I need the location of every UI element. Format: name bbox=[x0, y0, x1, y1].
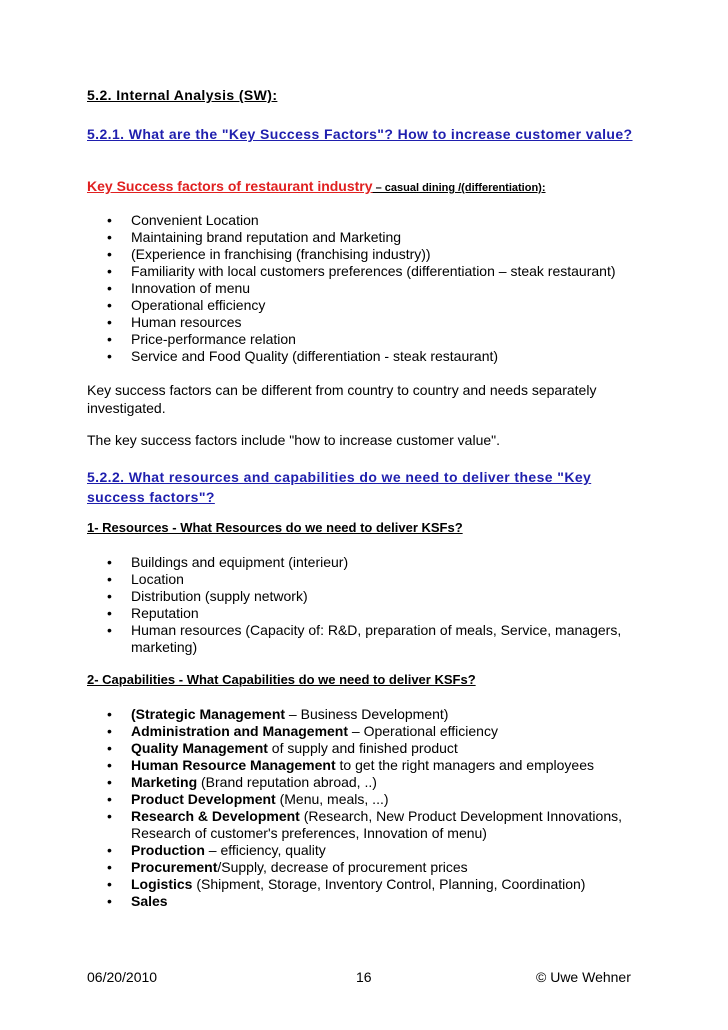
list-item bbox=[107, 622, 667, 656]
ksf-heading-red: Key Success factors of restaurant industry bbox=[87, 178, 373, 194]
list-item-text: Buildings and equipment (interieur) bbox=[131, 554, 349, 570]
bullet-icon: • bbox=[107, 893, 112, 909]
question-2-title: 5.2.2. What resources and capabilities do we need to deliver these "Key success factors"? bbox=[87, 469, 592, 505]
list-item-text: Service and Food Quality (differentiation - steak restaurant) bbox=[131, 348, 499, 364]
list-item bbox=[107, 842, 667, 859]
capability-detail: – Operational efficiency bbox=[348, 723, 498, 739]
capability-detail: (Shipment, Storage, Inventory Control, Planning, Coordination) bbox=[192, 876, 586, 892]
list-item-text: Location bbox=[131, 571, 184, 587]
bullet-icon: • bbox=[107, 263, 112, 279]
bullet-icon: • bbox=[107, 554, 112, 570]
bullet-icon: • bbox=[107, 706, 112, 722]
capability-detail: /Supply, decrease of procurement prices bbox=[217, 859, 468, 875]
list-item-text: Distribution (supply network) bbox=[131, 588, 308, 604]
bullet-icon: • bbox=[107, 791, 112, 807]
capability-name: Logistics bbox=[131, 876, 193, 892]
list-item bbox=[107, 212, 667, 229]
list-item bbox=[107, 314, 667, 331]
list-item-text: Innovation of menu bbox=[131, 280, 251, 296]
capability-name: Administration and Management bbox=[131, 723, 349, 739]
list-item-text: (Experience in franchising (franchising industry)) bbox=[131, 246, 431, 262]
bullet-icon: • bbox=[107, 605, 112, 621]
list-item bbox=[107, 263, 667, 280]
capability-name: (Strategic Management bbox=[131, 706, 286, 722]
list-item bbox=[107, 246, 667, 263]
bullet-icon: • bbox=[107, 314, 112, 330]
resources-list bbox=[107, 554, 667, 656]
list-item bbox=[107, 791, 667, 808]
footer-author: © Uwe Wehner bbox=[536, 969, 631, 985]
bullet-icon: • bbox=[107, 212, 112, 228]
capability-name: Research & Development bbox=[131, 808, 300, 824]
list-item-text: Human resources bbox=[131, 314, 242, 330]
capability-name: Human Resource Management bbox=[131, 757, 336, 773]
paragraph-customer-value: The key success factors include "how to increase customer value". bbox=[87, 432, 501, 448]
bullet-icon: • bbox=[107, 842, 112, 858]
capabilities-heading: 2- Capabilities - What Capabilities do we need to deliver KSFs? bbox=[87, 672, 476, 687]
list-item bbox=[107, 706, 667, 723]
capability-name: Quality Management bbox=[131, 740, 268, 756]
list-item bbox=[107, 605, 667, 622]
capability-detail: of supply and finished product bbox=[267, 740, 458, 756]
list-item bbox=[107, 331, 667, 348]
bullet-icon: • bbox=[107, 859, 112, 875]
list-item bbox=[107, 571, 667, 588]
bullet-icon: • bbox=[107, 774, 112, 790]
bullet-icon: • bbox=[107, 757, 112, 773]
section-title: 5.2. Internal Analysis (SW): bbox=[87, 87, 278, 103]
capability-name: Product Development bbox=[131, 791, 276, 807]
capability-name: Marketing bbox=[131, 774, 198, 790]
bullet-icon: • bbox=[107, 571, 112, 587]
list-item-text: Operational efficiency bbox=[131, 297, 266, 313]
capabilities-list bbox=[107, 706, 667, 910]
list-item-text: Familiarity with local customers preferences (differentiation – steak restaurant) bbox=[131, 263, 616, 279]
bullet-icon: • bbox=[107, 808, 112, 824]
bullet-icon: • bbox=[107, 622, 112, 638]
bullet-icon: • bbox=[107, 297, 112, 313]
list-item-text: Price-performance relation bbox=[131, 331, 296, 347]
list-item-text: Human resources (Capacity of: R&D, preparation of meals, Service, managers, marketing) bbox=[131, 622, 622, 655]
list-item-text: Reputation bbox=[131, 605, 199, 621]
bullet-icon: • bbox=[107, 246, 112, 262]
list-item bbox=[107, 280, 667, 297]
bullet-icon: • bbox=[107, 331, 112, 347]
list-item bbox=[107, 893, 667, 910]
capability-detail: to get the right managers and employees bbox=[335, 757, 594, 773]
bullet-icon: • bbox=[107, 280, 112, 296]
footer-date: 06/20/2010 bbox=[87, 969, 158, 985]
paragraph-ksf-country: Key success factors can be different from country to country and needs separately investigated. bbox=[87, 382, 597, 416]
list-item bbox=[107, 808, 667, 842]
bullet-icon: • bbox=[107, 723, 112, 739]
list-item bbox=[107, 348, 667, 365]
capability-name: Procurement bbox=[131, 859, 218, 875]
list-item bbox=[107, 876, 667, 893]
list-item bbox=[107, 757, 667, 774]
capability-detail: (Brand reputation abroad, ..) bbox=[197, 774, 377, 790]
capability-name: Production bbox=[131, 842, 205, 858]
ksf-heading bbox=[87, 178, 546, 196]
resources-heading: 1- Resources - What Resources do we need to deliver KSFs? bbox=[87, 520, 463, 535]
list-item bbox=[107, 740, 667, 757]
list-item bbox=[107, 588, 667, 605]
bullet-icon: • bbox=[107, 229, 112, 245]
ksf-list bbox=[107, 212, 667, 365]
list-item bbox=[107, 859, 667, 876]
list-item-text: Maintaining brand reputation and Marketing bbox=[131, 229, 402, 245]
capability-detail: – Business Development) bbox=[285, 706, 449, 722]
bullet-icon: • bbox=[107, 348, 112, 364]
ksf-heading-rest: – casual dining /(differentiation): bbox=[372, 182, 546, 194]
bullet-icon: • bbox=[107, 740, 112, 756]
footer-page-number: 16 bbox=[356, 969, 372, 985]
list-item bbox=[107, 554, 667, 571]
bullet-icon: • bbox=[107, 588, 112, 604]
capability-detail: – efficiency, quality bbox=[204, 842, 326, 858]
capability-name: Sales bbox=[131, 893, 168, 909]
list-item bbox=[107, 297, 667, 314]
list-item bbox=[107, 723, 667, 740]
capability-detail: (Menu, meals, ...) bbox=[275, 791, 389, 807]
list-item-text: Convenient Location bbox=[131, 212, 259, 228]
capability-detail: (Research, New Product Development Innovations, Research of customer's preferences, Innovation of menu) bbox=[131, 808, 623, 841]
question-1-title: 5.2.1. What are the "Key Success Factors"? How to increase customer value? bbox=[87, 126, 633, 142]
bullet-icon: • bbox=[107, 876, 112, 892]
list-item bbox=[107, 229, 667, 246]
list-item bbox=[107, 774, 667, 791]
